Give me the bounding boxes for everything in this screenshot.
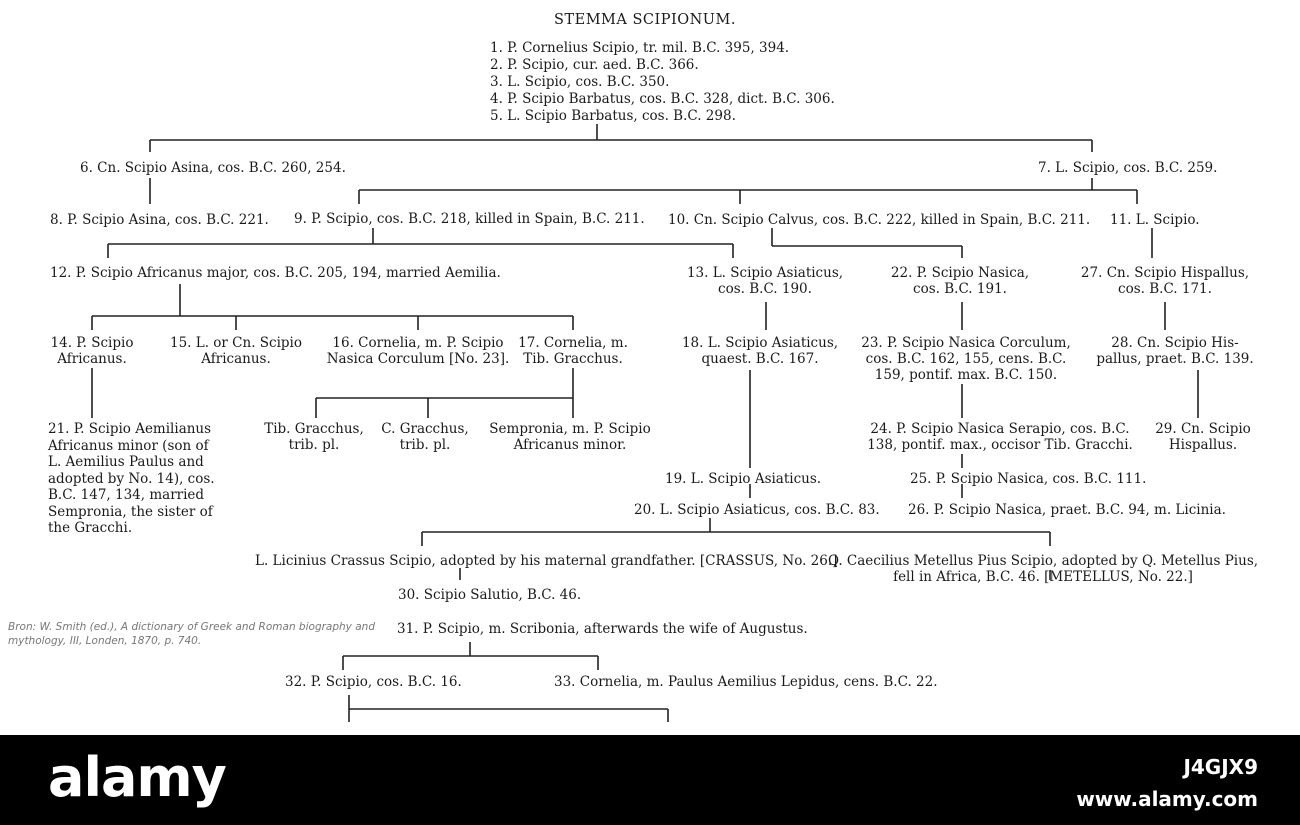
- person-21: 21. P. Scipio Aemilianus Africanus minor (son of L. Aemilius Paulus and adopted by No. 14), cos. B.C. 147, 134, married Sempronia, the sister of the Gracchi.: [48, 421, 215, 536]
- person-6: 6. Cn. Scipio Asina, cos. B.C. 260, 254.: [80, 160, 346, 176]
- person-30: 30. Scipio Salutio, B.C. 46.: [398, 587, 582, 603]
- child-sempronia: Sempronia, m. P. Scipio Africanus minor.: [489, 421, 651, 453]
- person-15: 15. L. or Cn. Scipio Africanus.: [169, 335, 303, 367]
- person-8: 8. P. Scipio Asina, cos. B.C. 221.: [50, 212, 269, 228]
- person-7: 7. L. Scipio, cos. B.C. 259.: [1038, 160, 1218, 176]
- person-20: 20. L. Scipio Asiaticus, cos. B.C. 83.: [634, 502, 880, 518]
- child-c-gracchus: C. Gracchus, trib. pl.: [381, 421, 469, 453]
- diagram-title: STEMMA SCIPIONUM.: [554, 12, 736, 28]
- root-line-3: 3. L. Scipio, cos. B.C. 350.: [490, 74, 670, 90]
- person-22: 22. P. Scipio Nasica, cos. B.C. 191.: [890, 265, 1030, 297]
- alamy-logo: alamy: [48, 746, 226, 809]
- person-10: 10. Cn. Scipio Calvus, cos. B.C. 222, killed in Spain, B.C. 211.: [668, 212, 1091, 228]
- person-crassus: L. Licinius Crassus Scipio, adopted by his maternal grandfather. [CRASSUS, No. 26.]: [255, 553, 838, 569]
- person-16: 16. Cornelia, m. P. Scipio Nasica Corculum [No. 23].: [326, 335, 510, 367]
- person-33: 33. Cornelia, m. Paulus Aemilius Lepidus, cens. B.C. 22.: [554, 674, 938, 690]
- person-11: 11. L. Scipio.: [1110, 212, 1200, 228]
- person-32: 32. P. Scipio, cos. B.C. 16.: [285, 674, 462, 690]
- person-19: 19. L. Scipio Asiaticus.: [665, 471, 822, 487]
- person-23: 23. P. Scipio Nasica Corculum, cos. B.C. 162, 155, cens. B.C. 159, pontif. max. B.C. 150.: [861, 335, 1071, 383]
- person-27: 27. Cn. Scipio Hispallus, cos. B.C. 171.: [1080, 265, 1250, 297]
- person-metellus: Q. Caecilius Metellus Pius Scipio, adopted by Q. Metellus Pius, fell in Africa, B.C. 46. [METELLUS, No. 22.]: [827, 553, 1259, 585]
- site-url: www.alamy.com: [1076, 787, 1258, 811]
- person-25: 25. P. Scipio Nasica, cos. B.C. 111.: [910, 471, 1147, 487]
- person-31: 31. P. Scipio, m. Scribonia, afterwards the wife of Augustus.: [397, 621, 808, 637]
- root-line-2: 2. P. Scipio, cur. aed. B.C. 366.: [490, 57, 699, 73]
- image-id: J4GJX9: [1183, 755, 1258, 779]
- person-26: 26. P. Scipio Nasica, praet. B.C. 94, m. Licinia.: [908, 502, 1226, 518]
- root-line-1: 1. P. Cornelius Scipio, tr. mil. B.C. 395, 394.: [490, 40, 790, 56]
- child-tib-gracchus: Tib. Gracchus, trib. pl.: [264, 421, 364, 453]
- person-18: 18. L. Scipio Asiaticus, quaest. B.C. 167.: [681, 335, 839, 367]
- person-17: 17. Cornelia, m. Tib. Gracchus.: [518, 335, 628, 367]
- root-line-5: 5. L. Scipio Barbatus, cos. B.C. 298.: [490, 108, 736, 124]
- person-14: 14. P. Scipio Africanus.: [50, 335, 134, 367]
- person-28: 28. Cn. Scipio His- pallus, praet. B.C. 139.: [1096, 335, 1254, 367]
- person-29: 29. Cn. Scipio Hispallus.: [1155, 421, 1251, 453]
- source-note: Bron: W. Smith (ed.), A dictionary of Greek and Roman biography and mythology, III, Londen, 1870, p. 740.: [8, 621, 375, 647]
- person-13: 13. L. Scipio Asiaticus, cos. B.C. 190.: [686, 265, 844, 297]
- person-9: 9. P. Scipio, cos. B.C. 218, killed in Spain, B.C. 211.: [294, 211, 645, 227]
- person-12: 12. P. Scipio Africanus major, cos. B.C. 205, 194, married Aemilia.: [50, 265, 501, 281]
- root-line-4: 4. P. Scipio Barbatus, cos. B.C. 328, dict. B.C. 306.: [490, 91, 835, 107]
- person-24: 24. P. Scipio Nasica Serapio, cos. B.C. 138, pontif. max., occisor Tib. Gracchi.: [867, 421, 1133, 453]
